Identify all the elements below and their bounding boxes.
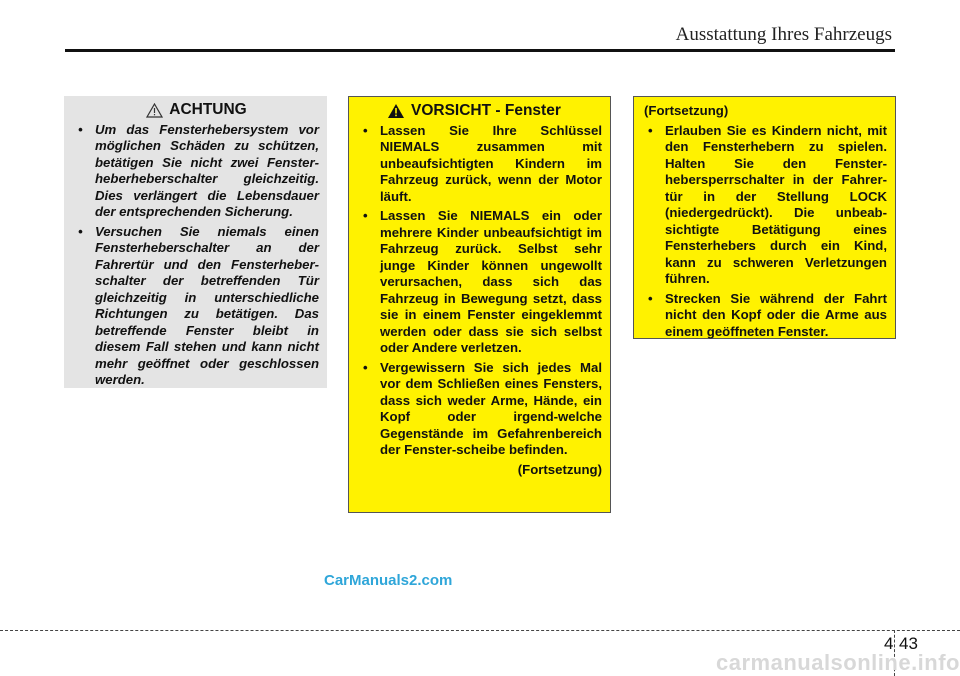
- page-header-title: Ausstattung Ihres Fahrzeugs: [675, 24, 892, 45]
- page-number: 43: [899, 634, 918, 653]
- warning-filled-icon: [387, 103, 405, 119]
- site-watermark: carmanualsonline.info: [716, 650, 960, 675]
- footer-divider: [0, 630, 960, 631]
- vorsicht-continued-label: (Fortsetzung): [517, 461, 602, 477]
- warning-outline-icon: [146, 103, 163, 118]
- achtung-heading: [74, 102, 319, 119]
- achtung-list: [74, 122, 319, 389]
- fortsetzung-list: [644, 123, 887, 341]
- vorsicht-item: • Lassen Sie Ihre Schlüssel NIEMALS zusammen mit unbeaufsichtigten Kindern im Fahrzeug zurück, wenn der Motor läuft.: [359, 123, 602, 206]
- fortsetzung-item: • Strecken Sie während der Fahrt nicht den Kopf oder die Arme aus einem geöffneten Fenster.: [644, 291, 887, 341]
- vorsicht-heading: [387, 103, 602, 120]
- vorsicht-heading-text: VORSICHT - Fenster: [411, 102, 561, 119]
- vorsicht-item: • Vergewissern Sie sich jedes Mal vor dem Schließen eines Fensters, dass sich weder Arme, Hände, ein Kopf oder irgend-welche Gegenstände im Gefahrenbereich der Fenster-scheibe befinden.: [359, 360, 602, 459]
- achtung-box: [64, 96, 327, 388]
- achtung-item: • Versuchen Sie niemals einen Fensterheberschalter an der Fahrertür und den Fensterheber-schalter der betreffenden Tür gleichzeitig in unterschiedliche Richtungen zu betätigen. Das betreffende Fenster bleibt in diesem Fall stehen und kann nicht mehr geöffnet oder geschlossen werden.: [74, 224, 319, 389]
- fortsetzung-label: (Fortsetzung): [644, 103, 729, 118]
- achtung-heading-text: ACHTUNG: [169, 101, 247, 118]
- chapter-number: 4: [884, 634, 894, 653]
- achtung-item: • Um das Fensterhebersystem vor möglichen Schäden zu schützen, betätigen Sie nicht zwei Fenster-heberheberschalter gleichzeitig. Dies verlängert die Lebensdauer der entsprechenden Sicherung.: [74, 122, 319, 221]
- watermark-link[interactable]: CarManuals2.com: [324, 572, 453, 589]
- fortsetzung-item: • Erlauben Sie es Kindern nicht, mit den Fensterhebern zu spielen. Halten Sie den Fenster-hebersperrschalter in der Fahrer-tür in der Stellung LOCK (niedergedrückt). Die unbeab-sichtigte Betätigung eines Fensterhebers durch ein Kind, kann zu schweren Verletzungen führen.: [644, 123, 887, 288]
- vorsicht-item: • Lassen Sie NIEMALS ein oder mehrere Kinder unbeaufsichtigt im Fahrzeug zurück. Selbst sehr junge Kinder können ungewollt verursachen, dass sich das Fahrzeug in Bewegung setzt, dass sie in einem Fenster eingeklemmt werden oder dass sie sich selbst oder Andere verletzen.: [359, 208, 602, 357]
- fortsetzung-box: [633, 96, 896, 339]
- vorsicht-box: [348, 96, 611, 513]
- header-rule: [65, 49, 895, 52]
- vorsicht-list: [359, 123, 602, 459]
